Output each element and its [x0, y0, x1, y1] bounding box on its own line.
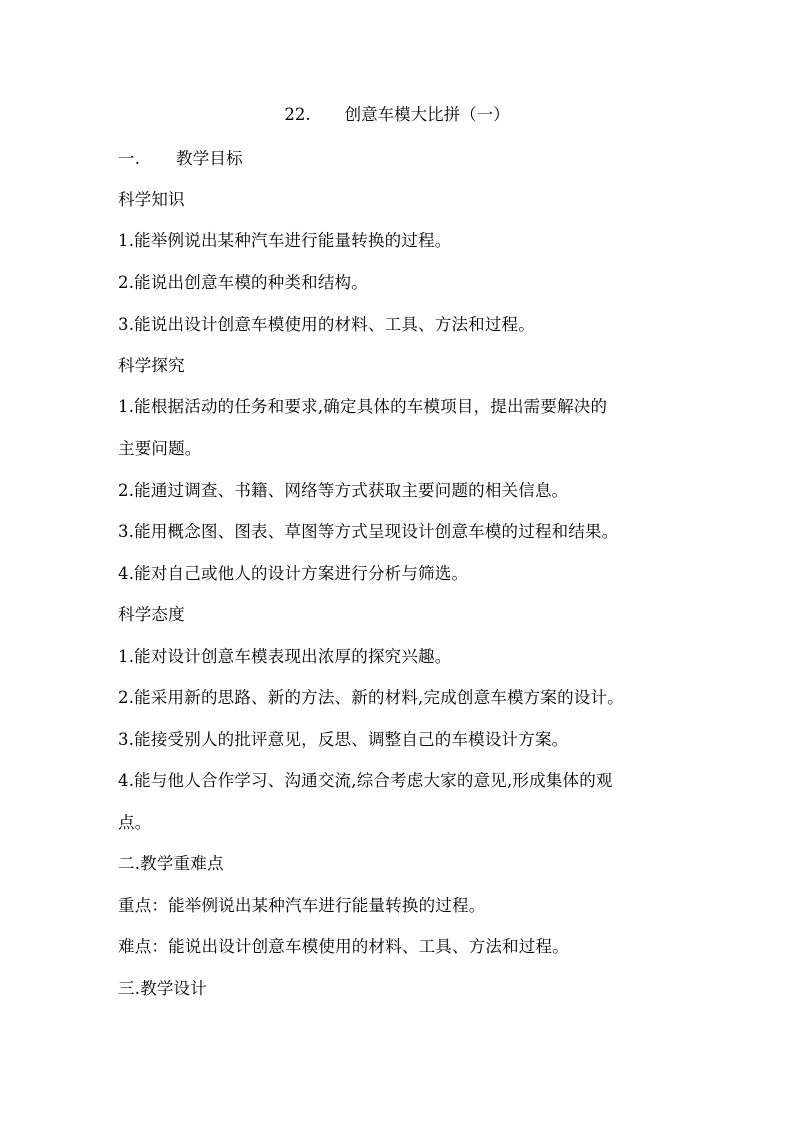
subheading-knowledge: 科学知识	[118, 190, 185, 209]
attitude-item: 3.能接受别人的批评意见，反思、调整自己的车模设计方案。	[118, 730, 569, 749]
knowledge-item: 3.能说出设计创意车模使用的材料、工具、方法和过程。	[118, 315, 535, 334]
document-title	[0, 104, 794, 126]
section-heading-key-difficult: 二.教学重难点	[118, 854, 224, 873]
inquiry-item-continuation: 主要问题。	[118, 439, 202, 458]
subheading-inquiry: 科学探究	[118, 356, 185, 375]
section-number: 一.	[118, 149, 141, 168]
subheading-attitude: 科学态度	[118, 605, 185, 624]
knowledge-item: 1.能举例说出某种汽车进行能量转换的过程。	[118, 231, 452, 250]
difficult-point: 难点：能说出设计创意车模使用的材料、工具、方法和过程。	[118, 937, 569, 956]
attitude-item: 2.能采用新的思路、新的方法、新的材料,完成创意车模方案的设计。	[118, 688, 624, 707]
attitude-item-continuation: 点。	[118, 813, 152, 832]
key-point: 重点：能举例说出某种汽车进行能量转换的过程。	[118, 896, 486, 915]
section-heading-objectives	[118, 148, 688, 170]
attitude-item: 4.能与他人合作学习、沟通交流,综合考虑大家的意见,形成集体的观	[118, 771, 613, 790]
knowledge-item: 2.能说出创意车模的种类和结构。	[118, 273, 368, 292]
section-heading-design: 三.教学设计	[118, 979, 207, 998]
inquiry-item: 2.能通过调查、书籍、网络等方式获取主要问题的相关信息。	[118, 481, 569, 500]
section-title: 教学目标	[176, 149, 243, 168]
title-text: 创意车模大比拼（一）	[344, 105, 510, 124]
title-number: 22.	[284, 105, 311, 124]
attitude-item: 1.能对设计创意车模表现出浓厚的探究兴趣。	[118, 647, 452, 666]
inquiry-item: 3.能用概念图、图表、草图等方式呈现设计创意车模的过程和结果。	[118, 522, 619, 541]
inquiry-item: 4.能对自己或他人的设计方案进行分析与筛选。	[118, 564, 469, 583]
inquiry-item: 1.能根据活动的任务和要求,确定具体的车模项目，提出需要解决的	[118, 397, 608, 416]
